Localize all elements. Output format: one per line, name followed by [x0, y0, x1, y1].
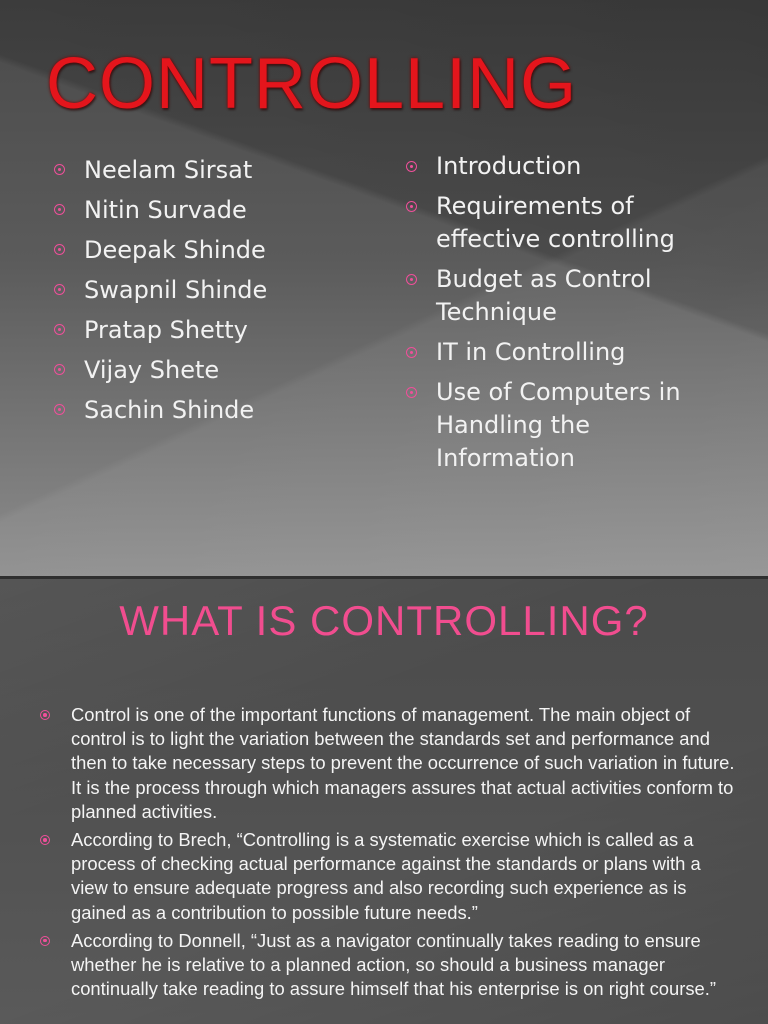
list-item: Introduction	[406, 150, 736, 183]
list-item: Control is one of the important functions of management. The main object of control is to light the variation between the standards set and performance and then to take necessary steps to prevent the occurrence of such variation in future. It is the process through which managers assures that actual activities conform to planned activities.	[40, 703, 740, 824]
list-item: Nitin Survade	[54, 190, 374, 230]
bullet-icon	[54, 324, 65, 335]
bullet-icon	[54, 404, 65, 415]
list-item: Deepak Shinde	[54, 230, 374, 270]
list-item: Swapnil Shinde	[54, 270, 374, 310]
bullet-icon	[406, 161, 417, 172]
list-item: Neelam Sirsat	[54, 150, 374, 190]
list-item: According to Donnell, “Just as a navigator continually takes reading to ensure whether he is relative to a planned action, so should a business manager continually take reading to assure himself that his enterprise is on right course.”	[40, 929, 740, 1002]
slide-1-title: CONTROLLING	[46, 44, 578, 124]
list-item: Budget as Control Technique	[406, 263, 736, 329]
slide-2	[0, 576, 768, 1024]
topics-list	[406, 150, 736, 482]
list-item: Use of Computers in Handling the Information	[406, 376, 736, 475]
slide-2-title: WHAT IS CONTROLLING?	[119, 597, 649, 644]
bullet-icon	[40, 835, 50, 845]
bullet-icon	[54, 164, 65, 175]
list-item: Sachin Shinde	[54, 390, 374, 430]
bullet-icon	[54, 244, 65, 255]
bullet-icon	[54, 284, 65, 295]
bullet-icon	[406, 201, 417, 212]
names-list	[54, 150, 374, 430]
list-item: Requirements of effective controlling	[406, 190, 736, 256]
list-item: IT in Controlling	[406, 336, 736, 369]
definition-list	[40, 703, 740, 1005]
list-item: Pratap Shetty	[54, 310, 374, 350]
bullet-icon	[40, 936, 50, 946]
bullet-icon	[406, 347, 417, 358]
bullet-icon	[40, 710, 50, 720]
list-item: Vijay Shete	[54, 350, 374, 390]
bullet-icon	[54, 204, 65, 215]
bullet-icon	[54, 364, 65, 375]
bullet-icon	[406, 274, 417, 285]
list-item: According to Brech, “Controlling is a systematic exercise which is called as a process of checking actual performance against the standards or plans with a view to ensure adequate progress and also recording such experience as is gained as a contribution to possible future needs.”	[40, 828, 740, 925]
slide-divider	[0, 576, 768, 579]
bullet-icon	[406, 387, 417, 398]
